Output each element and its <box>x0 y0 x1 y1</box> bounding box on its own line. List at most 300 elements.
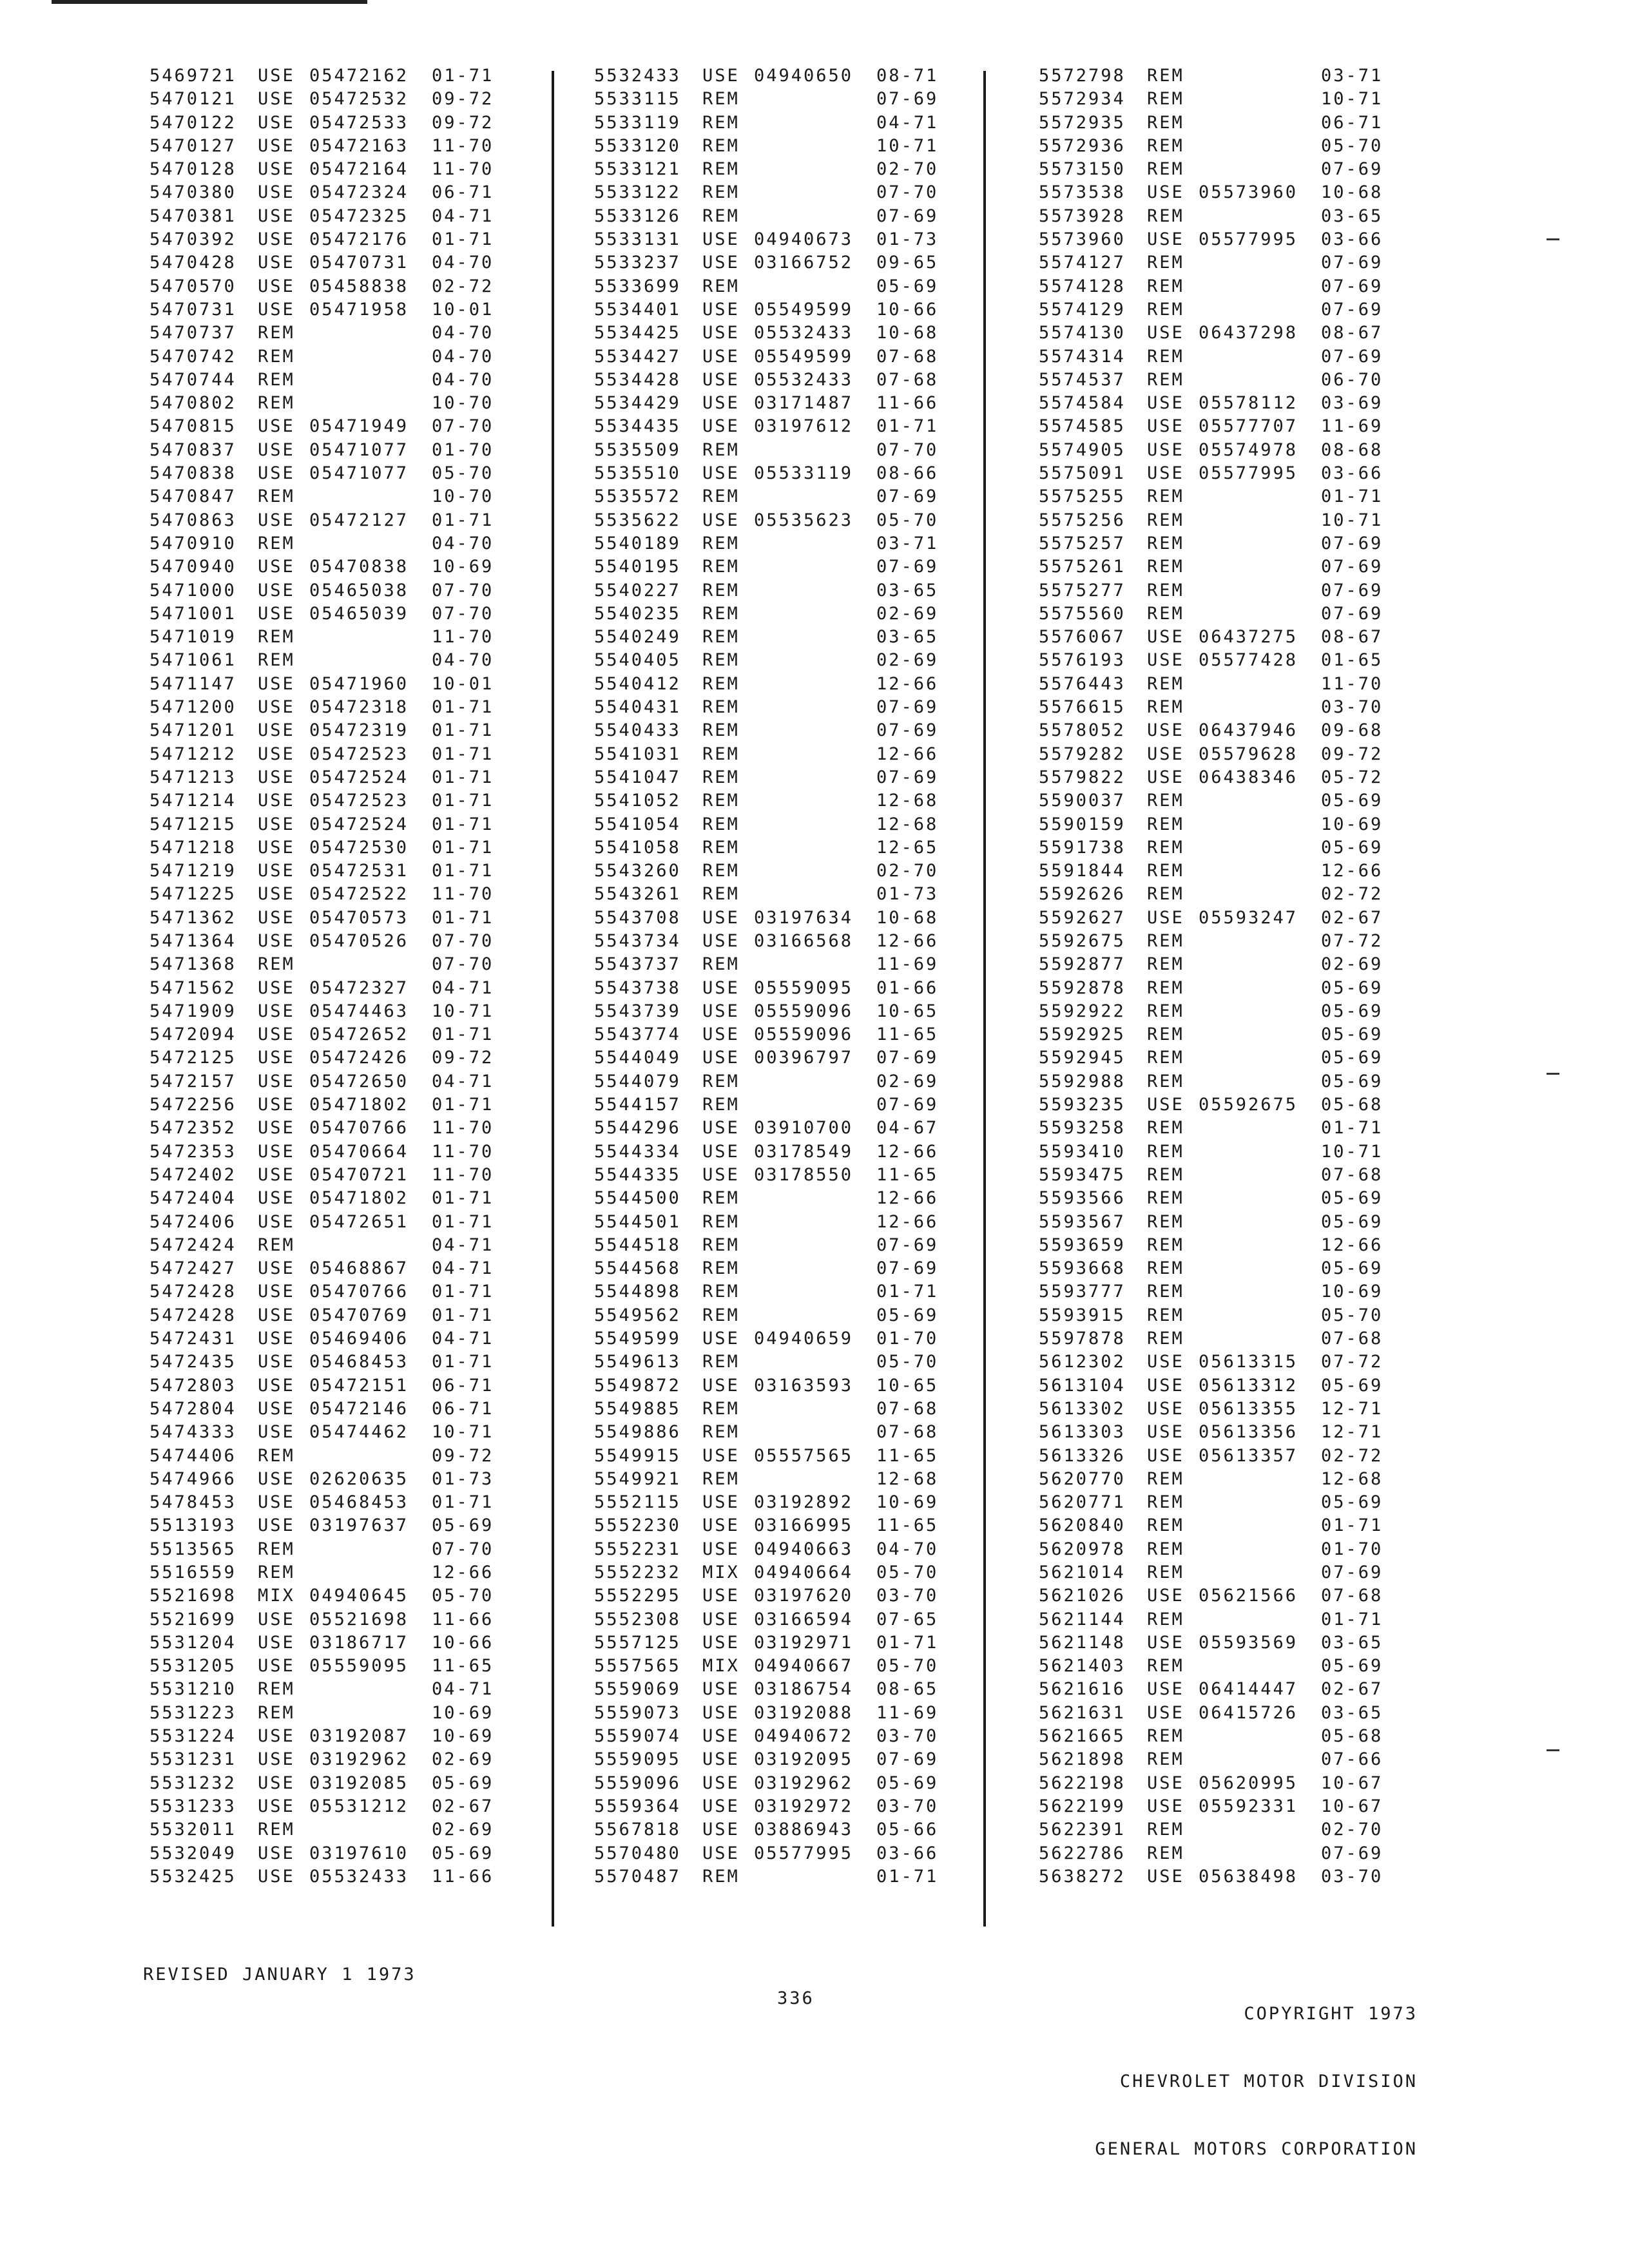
part-number: 5471019 <box>149 627 236 648</box>
action-code: REM <box>258 954 295 975</box>
parts-row <box>149 766 496 789</box>
replacement-part: 05573960 <box>1199 182 1298 203</box>
date-code: 07-68 <box>876 1422 939 1443</box>
action-code: REM <box>1147 977 1184 998</box>
part-number: 5541031 <box>594 744 681 764</box>
action-code: REM <box>1147 206 1184 226</box>
action-code: REM <box>702 1305 740 1325</box>
part-number: 5593410 <box>1039 1141 1126 1162</box>
date-code: 05-69 <box>1321 1188 1383 1209</box>
parts-row <box>594 1327 941 1350</box>
action-code: REM <box>702 1422 740 1443</box>
replacement-part: 05574978 <box>1199 439 1298 460</box>
parts-row <box>1039 1865 1385 1888</box>
part-number: 5549885 <box>594 1398 681 1419</box>
parts-row <box>149 111 496 135</box>
parts-row <box>594 1304 941 1327</box>
parts-row <box>1039 1468 1385 1491</box>
parts-row <box>1039 766 1385 789</box>
action-code: REM <box>258 627 295 648</box>
action-code: MIX <box>702 1656 740 1677</box>
parts-row <box>594 673 941 696</box>
action-code: REM <box>1147 791 1184 811</box>
part-number: 5593475 <box>1039 1164 1126 1185</box>
date-code: 03-65 <box>876 580 939 601</box>
part-number: 5470128 <box>149 159 236 180</box>
replacement-part: 03886943 <box>754 1820 854 1840</box>
part-number: 5592675 <box>1039 930 1126 951</box>
date-code: 09-72 <box>432 1445 494 1466</box>
parts-row <box>1039 789 1385 812</box>
part-number: 5470837 <box>149 439 236 460</box>
part-number: 5535622 <box>594 510 681 530</box>
date-code: 07-70 <box>432 930 494 951</box>
action-code: USE <box>258 1866 295 1887</box>
replacement-part: 05468867 <box>309 1258 409 1279</box>
replacement-part: 03192962 <box>309 1749 409 1770</box>
replacement-part: 05472652 <box>309 1024 409 1045</box>
action-code: USE <box>258 720 295 741</box>
part-number: 5472431 <box>149 1329 236 1349</box>
parts-row <box>594 883 941 906</box>
part-number: 5533119 <box>594 112 681 133</box>
parts-row <box>149 1421 496 1444</box>
part-number: 5544334 <box>594 1141 681 1162</box>
parts-row <box>1039 1000 1385 1023</box>
replacement-part: 05532433 <box>309 1866 409 1887</box>
top-rule <box>52 0 367 4</box>
replacement-part: 05471802 <box>309 1188 409 1209</box>
replacement-part: 03178549 <box>754 1141 854 1162</box>
date-code: 08-68 <box>1321 439 1383 460</box>
part-number: 5549872 <box>594 1375 681 1396</box>
date-code: 11-65 <box>876 1445 939 1466</box>
part-number: 5544501 <box>594 1211 681 1232</box>
part-number: 5578052 <box>1039 720 1126 741</box>
date-code: 02-70 <box>1321 1820 1383 1840</box>
parts-row <box>149 1655 496 1678</box>
action-code: REM <box>702 861 740 881</box>
part-number: 5549562 <box>594 1305 681 1325</box>
parts-row <box>594 228 941 251</box>
parts-row <box>149 1865 496 1888</box>
part-number: 5544296 <box>594 1118 681 1139</box>
part-number: 5470380 <box>149 182 236 203</box>
date-code: 06-70 <box>1321 369 1383 390</box>
part-number: 5621616 <box>1039 1679 1126 1700</box>
parts-row <box>1039 907 1385 930</box>
parts-row <box>1039 88 1385 111</box>
action-code: USE <box>702 1609 740 1629</box>
parts-row <box>1039 1561 1385 1584</box>
replacement-part: 05620995 <box>1199 1773 1298 1793</box>
action-code: USE <box>1147 182 1184 203</box>
replacement-part: 05472151 <box>309 1375 409 1396</box>
date-code: 05-69 <box>1321 1258 1383 1279</box>
date-code: 11-66 <box>432 1609 494 1629</box>
date-code: 09-65 <box>876 253 939 273</box>
date-code: 04-70 <box>432 369 494 390</box>
date-code: 10-69 <box>432 1726 494 1747</box>
parts-row <box>149 883 496 906</box>
replacement-part: 05472523 <box>309 744 409 764</box>
date-code: 10-71 <box>432 1001 494 1021</box>
action-code: REM <box>702 1258 740 1279</box>
parts-row <box>594 1772 941 1795</box>
part-number: 5471147 <box>149 673 236 694</box>
parts-row <box>594 1584 941 1608</box>
replacement-part: 05465038 <box>309 580 409 601</box>
part-number: 5534428 <box>594 369 681 390</box>
parts-row <box>594 1655 941 1678</box>
replacement-part: 06414447 <box>1199 1679 1298 1700</box>
date-code: 05-69 <box>876 276 939 296</box>
replacement-part: 05593569 <box>1199 1632 1298 1653</box>
part-number: 5570487 <box>594 1866 681 1887</box>
action-code: USE <box>702 1632 740 1653</box>
part-number: 5622786 <box>1039 1843 1126 1863</box>
parts-row <box>594 392 941 415</box>
action-code: USE <box>1147 1586 1184 1606</box>
part-number: 5544335 <box>594 1164 681 1185</box>
replacement-part: 05533119 <box>754 463 854 484</box>
replacement-part: 03197610 <box>309 1843 409 1863</box>
date-code: 02-72 <box>432 276 494 296</box>
parts-row <box>149 345 496 369</box>
parts-row <box>1039 1280 1385 1303</box>
action-code: REM <box>1147 814 1184 834</box>
parts-row <box>594 1468 941 1491</box>
replacement-part: 05470526 <box>309 930 409 951</box>
replacement-part: 05465039 <box>309 603 409 624</box>
replacement-part: 03197620 <box>754 1586 854 1606</box>
replacement-part: 05559096 <box>754 1024 854 1045</box>
date-code: 01-71 <box>432 744 494 764</box>
replacement-part: 05471960 <box>309 673 409 694</box>
action-code: USE <box>702 323 740 343</box>
parts-row <box>1039 322 1385 345</box>
part-number: 5621631 <box>1039 1702 1126 1723</box>
date-code: 07-68 <box>876 369 939 390</box>
date-code: 04-70 <box>432 533 494 553</box>
action-code: REM <box>1147 1305 1184 1325</box>
action-code: USE <box>258 1656 295 1677</box>
parts-row <box>1039 1164 1385 1187</box>
date-code: 10-71 <box>1321 1141 1383 1162</box>
replacement-part: 05474462 <box>309 1422 409 1443</box>
replacement-part: 05549599 <box>754 346 854 367</box>
date-code: 01-71 <box>432 1352 494 1372</box>
part-number: 5621148 <box>1039 1632 1126 1653</box>
parts-row <box>149 462 496 485</box>
date-code: 11-65 <box>876 1024 939 1045</box>
parts-row <box>1039 1538 1385 1561</box>
replacement-part: 05471958 <box>309 299 409 320</box>
parts-row <box>594 369 941 392</box>
part-number: 5575257 <box>1039 533 1126 553</box>
action-code: REM <box>702 1398 740 1419</box>
action-code: REM <box>702 1468 740 1489</box>
parts-row <box>594 813 941 836</box>
part-number: 5621403 <box>1039 1656 1126 1677</box>
action-code: USE <box>258 1352 295 1372</box>
parts-row <box>1039 1350 1385 1374</box>
date-code: 04-70 <box>876 1539 939 1559</box>
replacement-part: 05472531 <box>309 861 409 881</box>
parts-row <box>594 1538 941 1561</box>
action-code: REM <box>1147 930 1184 951</box>
part-number: 5552231 <box>594 1539 681 1559</box>
replacement-part: 05472319 <box>309 720 409 741</box>
action-code: USE <box>1147 1796 1184 1816</box>
parts-column-3 <box>1039 64 1385 1888</box>
part-number: 5534429 <box>594 393 681 414</box>
date-code: 05-69 <box>1321 1048 1383 1068</box>
part-number: 5472428 <box>149 1282 236 1302</box>
date-code: 05-69 <box>1321 1375 1383 1396</box>
action-code: USE <box>1147 393 1184 414</box>
part-number: 5621014 <box>1039 1562 1126 1582</box>
replacement-part: 05470721 <box>309 1164 409 1185</box>
part-number: 5574584 <box>1039 393 1126 414</box>
replacement-part: 05559096 <box>754 1001 854 1021</box>
action-code: USE <box>258 1843 295 1863</box>
action-code: USE <box>1147 744 1184 764</box>
date-code: 01-71 <box>432 1492 494 1513</box>
part-number: 5472402 <box>149 1164 236 1185</box>
part-number: 5472804 <box>149 1398 236 1419</box>
action-code: USE <box>258 135 295 156</box>
parts-row <box>1039 485 1385 508</box>
replacement-part: 05470766 <box>309 1118 409 1139</box>
date-code: 04-70 <box>432 346 494 367</box>
action-code: REM <box>1147 1843 1184 1863</box>
part-number: 5470910 <box>149 533 236 553</box>
parts-row <box>149 1211 496 1234</box>
parts-row <box>149 1608 496 1631</box>
action-code: REM <box>702 1211 740 1232</box>
action-code: USE <box>258 1141 295 1162</box>
date-code: 10-65 <box>876 1001 939 1021</box>
parts-row <box>149 1257 496 1280</box>
date-code: 07-69 <box>1321 346 1383 367</box>
date-code: 12-66 <box>1321 861 1383 881</box>
part-number: 5574585 <box>1039 416 1126 437</box>
date-code: 12-71 <box>1321 1398 1383 1419</box>
part-number: 5540412 <box>594 673 681 694</box>
part-number: 5592626 <box>1039 884 1126 905</box>
action-code: REM <box>702 1352 740 1372</box>
parts-row <box>149 1140 496 1164</box>
replacement-part: 03166568 <box>754 930 854 951</box>
date-code: 01-71 <box>1321 1118 1383 1139</box>
date-code: 01-71 <box>432 1282 494 1302</box>
replacement-part: 05472324 <box>309 182 409 203</box>
action-code: USE <box>702 1749 740 1770</box>
part-number: 5472428 <box>149 1305 236 1325</box>
action-code: USE <box>258 229 295 250</box>
part-number: 5532049 <box>149 1843 236 1863</box>
part-number: 5471200 <box>149 697 236 718</box>
part-number: 5622198 <box>1039 1773 1126 1793</box>
parts-row <box>149 649 496 672</box>
date-code: 03-65 <box>1321 1632 1383 1653</box>
action-code: USE <box>258 1492 295 1513</box>
part-number: 5574314 <box>1039 346 1126 367</box>
action-code: REM <box>258 1702 295 1723</box>
action-code: REM <box>702 276 740 296</box>
action-code: REM <box>702 791 740 811</box>
part-number: 5471001 <box>149 603 236 624</box>
action-code: REM <box>702 837 740 858</box>
part-number: 5540433 <box>594 720 681 741</box>
parts-column-2 <box>594 64 941 1888</box>
action-code: REM <box>1147 1001 1184 1021</box>
parts-row <box>149 275 496 298</box>
date-code: 01-71 <box>432 229 494 250</box>
parts-row <box>149 1164 496 1187</box>
margin-mark <box>1547 238 1559 240</box>
part-number: 5541047 <box>594 767 681 787</box>
parts-row <box>594 1023 941 1046</box>
parts-row <box>1039 181 1385 204</box>
part-number: 5544568 <box>594 1258 681 1279</box>
action-code: REM <box>1147 346 1184 367</box>
part-number: 5576193 <box>1039 650 1126 671</box>
date-code: 10-71 <box>432 1422 494 1443</box>
part-number: 5543774 <box>594 1024 681 1045</box>
replacement-part: 02620635 <box>309 1468 409 1489</box>
part-number: 5543708 <box>594 907 681 928</box>
part-number: 5638272 <box>1039 1866 1126 1887</box>
action-code: MIX <box>258 1586 295 1606</box>
part-number: 5576443 <box>1039 673 1126 694</box>
date-code: 02-69 <box>876 603 939 624</box>
date-code: 07-69 <box>876 767 939 787</box>
column-divider <box>983 71 986 1927</box>
action-code: USE <box>258 510 295 530</box>
action-code: REM <box>258 393 295 414</box>
parts-row <box>149 1748 496 1771</box>
action-code: USE <box>258 1329 295 1349</box>
column-divider <box>552 71 554 1927</box>
action-code: USE <box>258 253 295 273</box>
parts-row <box>149 322 496 345</box>
action-code: REM <box>1147 1749 1184 1770</box>
replacement-part: 05592675 <box>1199 1095 1298 1115</box>
parts-row <box>594 602 941 626</box>
action-code: REM <box>1147 1609 1184 1629</box>
action-code: USE <box>702 1024 740 1045</box>
parts-row <box>149 813 496 836</box>
parts-row <box>149 1000 496 1023</box>
action-code: USE <box>1147 416 1184 437</box>
date-code: 12-66 <box>432 1562 494 1582</box>
parts-row <box>1039 1374 1385 1398</box>
date-code: 07-69 <box>1321 276 1383 296</box>
action-code: USE <box>258 1515 295 1536</box>
part-number: 5472094 <box>149 1024 236 1045</box>
action-code: USE <box>258 439 295 460</box>
parts-row <box>1039 135 1385 158</box>
date-code: 01-71 <box>432 1211 494 1232</box>
parts-row <box>594 719 941 742</box>
action-code: USE <box>702 1726 740 1747</box>
part-number: 5471213 <box>149 767 236 787</box>
parts-row <box>594 1608 941 1631</box>
parts-row <box>1039 415 1385 438</box>
date-code: 12-66 <box>876 1211 939 1232</box>
parts-row <box>149 1445 496 1468</box>
date-code: 03-69 <box>1321 393 1383 414</box>
replacement-part: 03192088 <box>754 1702 854 1723</box>
parts-row <box>149 1631 496 1655</box>
date-code: 01-70 <box>1321 1539 1383 1559</box>
date-code: 01-71 <box>432 767 494 787</box>
date-code: 05-69 <box>876 1305 939 1325</box>
date-code: 11-69 <box>876 954 939 975</box>
parts-row <box>594 1187 941 1210</box>
date-code: 11-66 <box>876 393 939 414</box>
date-code: 01-71 <box>432 861 494 881</box>
action-code: USE <box>1147 1422 1184 1443</box>
part-number: 5470744 <box>149 369 236 390</box>
date-code: 07-69 <box>876 1048 939 1068</box>
action-code: USE <box>258 1258 295 1279</box>
replacement-part: 05470838 <box>309 557 409 577</box>
date-code: 07-69 <box>876 720 939 741</box>
parts-row <box>149 743 496 766</box>
part-number: 5575277 <box>1039 580 1126 601</box>
date-code: 11-65 <box>876 1515 939 1536</box>
date-code: 07-69 <box>876 206 939 226</box>
date-code: 10-70 <box>432 393 494 414</box>
part-number: 5544898 <box>594 1282 681 1302</box>
action-code: USE <box>258 697 295 718</box>
part-number: 5575255 <box>1039 486 1126 507</box>
copyright-line: GENERAL MOTORS CORPORATION <box>1095 2139 1418 2159</box>
replacement-part: 04940664 <box>754 1562 854 1582</box>
date-code: 10-65 <box>876 1375 939 1396</box>
replacement-part: 05472533 <box>309 112 409 133</box>
action-code: REM <box>1147 1048 1184 1068</box>
action-code: REM <box>702 580 740 601</box>
action-code: USE <box>258 112 295 133</box>
replacement-part: 05472164 <box>309 159 409 180</box>
parts-row <box>594 1561 941 1584</box>
date-code: 05-70 <box>876 1656 939 1677</box>
date-code: 05-69 <box>1321 1211 1383 1232</box>
date-code: 04-71 <box>432 1235 494 1255</box>
part-number: 5613104 <box>1039 1375 1126 1396</box>
part-number: 5572934 <box>1039 89 1126 110</box>
action-code: REM <box>1147 1515 1184 1536</box>
action-code: USE <box>258 884 295 905</box>
parts-row <box>149 135 496 158</box>
replacement-part: 03197634 <box>754 907 854 928</box>
date-code: 02-69 <box>876 650 939 671</box>
part-number: 5573928 <box>1039 206 1126 226</box>
part-number: 5593235 <box>1039 1095 1126 1115</box>
action-code: REM <box>702 1188 740 1209</box>
action-code: USE <box>258 1398 295 1419</box>
part-number: 5559074 <box>594 1726 681 1747</box>
date-code: 01-71 <box>1321 1515 1383 1536</box>
date-code: 02-69 <box>1321 954 1383 975</box>
part-number: 5521699 <box>149 1609 236 1629</box>
action-code: USE <box>258 1211 295 1232</box>
date-code: 03-70 <box>876 1726 939 1747</box>
